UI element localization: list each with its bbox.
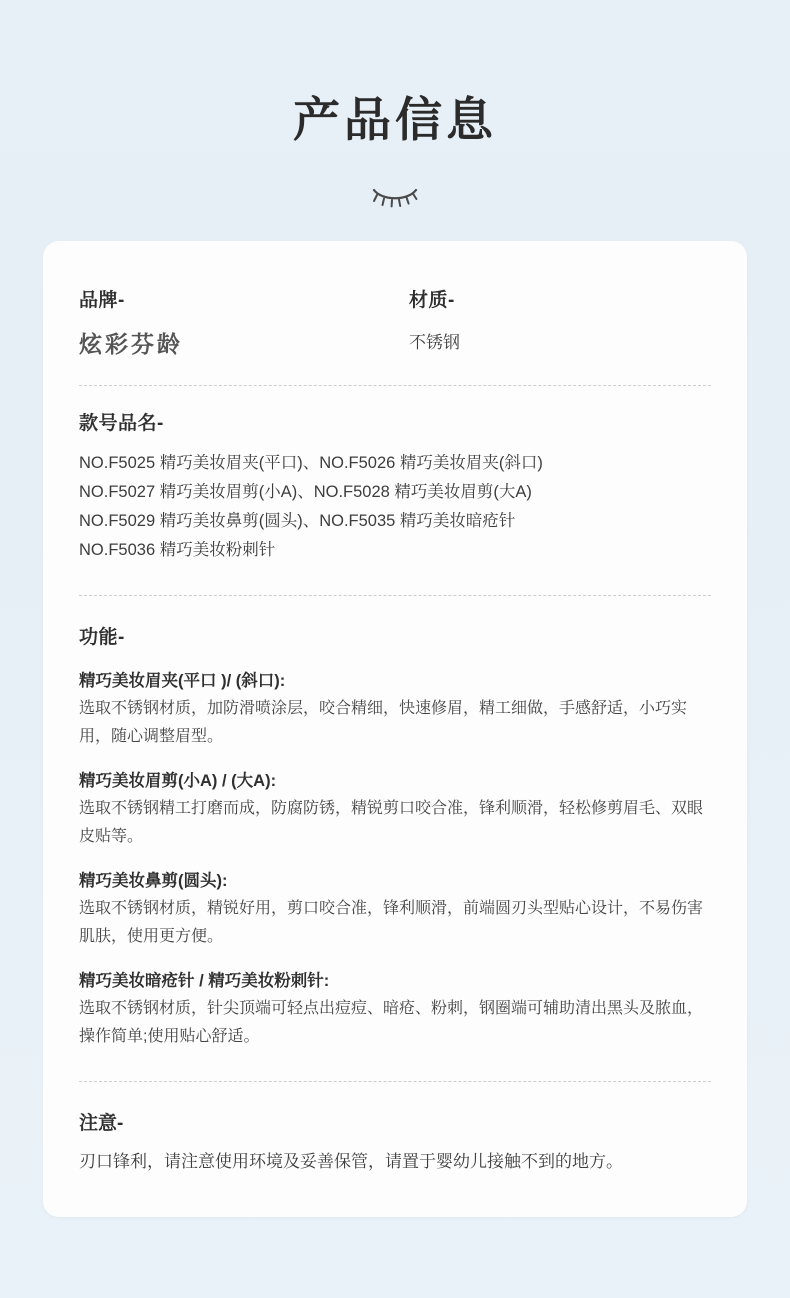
eyelash-ornament — [370, 183, 420, 209]
material-label: 材质- — [409, 290, 455, 311]
model-line: NO.F5025 精巧美妆眉夹(平口)、NO.F5026 精巧美妆眉夹(斜口) — [79, 454, 543, 472]
model-line: NO.F5027 精巧美妆眉剪(小A)、NO.F5028 精巧美妆眉剪(大A) — [79, 483, 532, 501]
notice-text: 刃口锋利，请注意使用环境及妥善保管，请置于婴幼儿接触不到的地方。 — [79, 1152, 623, 1171]
function-title: 精巧美妆眉剪(小A) / (大A): — [79, 772, 277, 790]
function-title: 精巧美妆鼻剪(圆头): — [79, 872, 228, 890]
brand-value: 炫彩芬龄 — [79, 331, 183, 357]
material-value: 不锈钢 — [409, 333, 460, 352]
function-desc: 选取不锈钢材质，针尖顶端可轻点出痘痘、暗疮、粉刺，钢圈端可辅助清出黑头及脓血，操作简单;使用贴心舒适。 — [79, 1000, 704, 1045]
function-item — [79, 867, 711, 951]
function-item — [79, 967, 711, 1051]
model-line: NO.F5029 精巧美妆鼻剪(圆头)、NO.F5035 精巧美妆暗疮针 — [79, 512, 516, 530]
model-line: NO.F5036 精巧美妆粉刺针 — [79, 541, 276, 559]
notice-section — [79, 1108, 711, 1177]
brand-label: 品牌- — [79, 290, 125, 311]
brand-material-row — [79, 285, 711, 359]
brand-column — [79, 285, 409, 359]
product-info-card — [43, 241, 747, 1217]
function-title: 精巧美妆眉夹(平口 )/ (斜口): — [79, 672, 286, 690]
page-title: 产品信息 — [293, 93, 497, 146]
function-list — [79, 667, 711, 1051]
function-label: 功能- — [79, 627, 125, 648]
function-section — [79, 622, 711, 1051]
function-desc: 选取不锈钢精工打磨而成，防腐防锈，精锐剪口咬合准，锋利顺滑，轻松修剪眉毛、双眼皮贴等。 — [79, 800, 704, 845]
function-desc: 选取不锈钢材质，加防滑喷涂层，咬合精细，快速修眉，精工细做，手感舒适，小巧实用，随心调整眉型。 — [79, 700, 688, 745]
function-desc: 选取不锈钢材质，精锐好用，剪口咬合准，锋利顺滑，前端圆刃头型贴心设计，不易伤害肌肤，使用更方便。 — [79, 900, 704, 945]
material-column — [409, 285, 711, 359]
divider-1 — [79, 385, 711, 386]
eyelash-icon — [370, 184, 420, 208]
model-section — [79, 408, 711, 565]
model-label: 款号品名- — [79, 413, 164, 434]
divider-2 — [79, 595, 711, 596]
function-item — [79, 767, 711, 851]
function-title: 精巧美妆暗疮针 / 精巧美妆粉刺针: — [79, 972, 330, 990]
model-list — [79, 449, 711, 565]
divider-3 — [79, 1081, 711, 1082]
function-item — [79, 667, 711, 751]
notice-label: 注意- — [79, 1113, 124, 1134]
